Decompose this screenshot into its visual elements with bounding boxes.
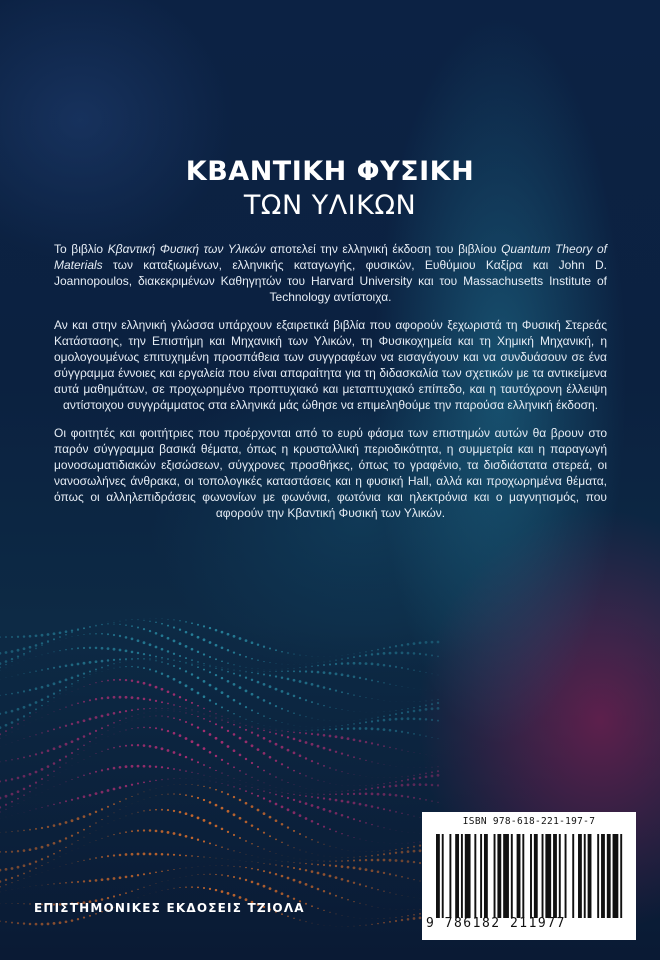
barcode-bars — [436, 834, 626, 918]
barcode-digits: 9 786182 211977 — [426, 916, 566, 931]
isbn-label: ISBN 978-618-221-197-7 — [462, 816, 596, 827]
book-title: ΚΒΑΝΤΙΚΗ ΦΥΣΙΚΗ — [185, 156, 475, 187]
p1-book-title-english: Quantum Theory of Materials — [54, 242, 608, 272]
p1-text-2: αποτελεί την ελληνική έκδοση του βιβλίου — [265, 242, 502, 256]
book-subtitle: ΤΩΝ ΥΛΙΚΩΝ — [243, 190, 417, 221]
p1-book-title-greek: Κβαντική Φυσική των Υλικών — [107, 242, 266, 256]
p1-text-3: των καταξιωμένων, ελληνικής καταγωγής, φυσικών, Ευθύμιου Καξίρα και John D. Joannopoulos, διακεκριμένων Καθηγητών του Harvard University και του Massachusetts Institute of Technology αντίστοιχα. — [54, 258, 607, 304]
blurb-paragraph-1 — [54, 241, 607, 305]
blurb-paragraph-3: Οι φοιτητές και φοιτήτριες που προέρχονται από το ευρύ φάσμα των επιστημών αυτών θα βρουν στο παρόν σύγγραμμα βασικά θέματα, όπως η κρυσταλλική περιοδικότητα, η συμμετρία και η παραγωγή μονοσωματιδιακών εξισώσεων, σύγχρονες προσθήκες, όπως το γραφένιο, τα δισδιάστατα στερεά, οι νανοσωλήνες άνθρακα, οι τοπολογικές καταστάσεις και η φυσική Hall, αλλά και προχωρημένα θέματα, όπως οι αλληλεπιδράσεις φωνονίων με φωνόνια, φωτόνια και ηλεκτρόνια και ο μαγνητισμός, που αφορούν την Κβαντική Φυσική των Υλικών. — [54, 426, 607, 520]
isbn-barcode — [422, 812, 636, 940]
p1-text-1: Το βιβλίο — [54, 242, 108, 256]
blurb-text — [54, 241, 607, 533]
blurb-paragraph-2: Αν και στην ελληνική γλώσσα υπάρχουν εξαιρετικά βιβλία που αφορούν ξεχωριστά τη Φυσική Στερεάς Κατάστασης, την Επιστήμη και Μηχανική των Υλικών, τη Φυσικοχημεία και τη Χημική Μηχανική, η ομολογουμένως επιτυχημένη προσπάθεια των συγγραφέων να εισαγάγουν και να συνδυάσουν σε ένα σύγγραμμα έννοιες και εργαλεία που είναι απαραίτητα για τη διδασκαλία των σχετικών με τα αντικείμενα αυτά μαθημάτων, σε προχωρημένο προπτυχιακό και μεταπτυχιακό επίπεδο, και η ταυτόχρονη έλλειψη αντίστοιχου συγγράμματος στα ελληνικά μάς ώθησε να επιμεληθούμε την παρούσα ελληνική έκδοση. — [54, 318, 607, 412]
title-block — [0, 156, 660, 222]
publisher-name: ΕΠΙΣΤΗΜΟΝΙΚΕΣ ΕΚΔΟΣΕΙΣ ΤΖΙΟΛΑ — [34, 901, 305, 915]
